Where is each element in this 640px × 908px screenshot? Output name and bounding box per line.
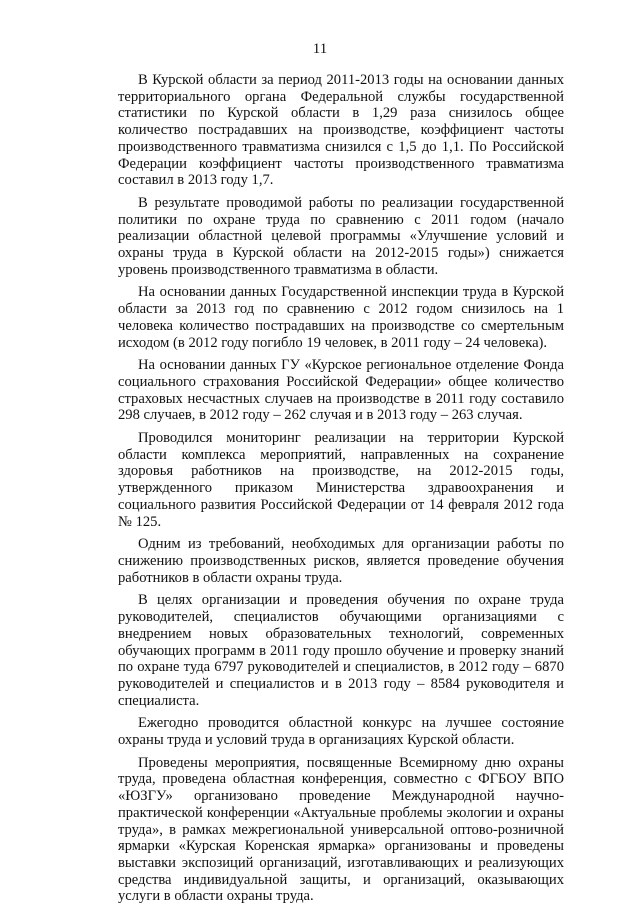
paragraph-annual-contest: Ежегодно проводится областной конкурс на лучшее состояние охраны труда и условий труда в организациях Курской области. [118, 715, 564, 749]
page-number: 11 [312, 41, 328, 57]
paragraph-fatal-accidents: На основании данных Государственной инспекции труда в Курской области за 2013 год по сравнению с 2012 годом снизилось на 1 человека количество пострадавших на производстве со смертельным исходом (в 2012 году погибло 19 человек, в 2011 году – 24 человека). [118, 284, 564, 351]
paragraph-policy-results: В результате проводимой работы по реализации государственной политики по охране труда по сравнению с 2011 годом (начало реализации областной целевой программы «Улучшение условий и охраны труда в Курской области на 2012-2015 годы») снижается уровень производственного травматизма в области. [118, 194, 564, 278]
paragraph-health-monitoring: Проводился мониторинг реализации на территории Курской области комплекса мероприятий, направленных на сохранение здоровья работников на производстве, на 2012-2015 годы, утвержденного приказом Министерства здравоохранения и социального развития Российской Федерации от 14 февраля 2012 года № 125. [118, 430, 564, 530]
paragraph-training-results: В целях организации и проведения обучения по охране труда руководителей, специалистов обучающими организациями с внедрением новых образовательных технологий, современных обучающих программ в 2011 году прошло обучение и проверку знаний по охране туда 6797 руководителей и специалистов, в 2012 году – 6870 руководителей и специалистов и в 2013 году – 8584 руководителя и специалиста. [118, 592, 564, 709]
paragraph-insurance-cases: На основании данных ГУ «Курское региональное отделение Фонда социального страхования Российской Федерации» общее количество страховых несчастных случаев на производстве в 2011 году составило 298 случаев, в 2012 году – 262 случая и в 2013 году – 263 случая. [118, 357, 564, 424]
document-body [118, 72, 564, 908]
paragraph-injury-statistics: В Курской области за период 2011-2013 годы на основании данных территориального органа Федеральной службы государственной статистики по Курской области в 1,29 раза снизилось общее количество пострадавших на производстве, коэффициент частоты производственного травматизма снизился с 1,5 до 1,1. По Российской Федерации коэффициент частоты производственного травматизма составил в 2013 году 1,7. [118, 72, 564, 189]
paragraph-events: Проведены мероприятия, посвященные Всемирному дню охраны труда, проведена областная конференция, совместно с ФГБОУ ВПО «ЮЗГУ» организовано проведение Международной научно-практической конференции «Актуальные проблемы экологии и охраны труда», в рамках межрегиональной универсальной оптово-розничной ярмарки «Курская Коренская ярмарка» организованы и проведены выставки экспозиций организаций, изготавливающих и реализующих средства индивидуальной защиты, и организаций, оказывающих услуги в области охраны труда. [118, 754, 564, 905]
paragraph-training-requirement: Одним из требований, необходимых для организации работы по снижению производственных рисков, является проведение обучения работников в области охраны труда. [118, 536, 564, 586]
